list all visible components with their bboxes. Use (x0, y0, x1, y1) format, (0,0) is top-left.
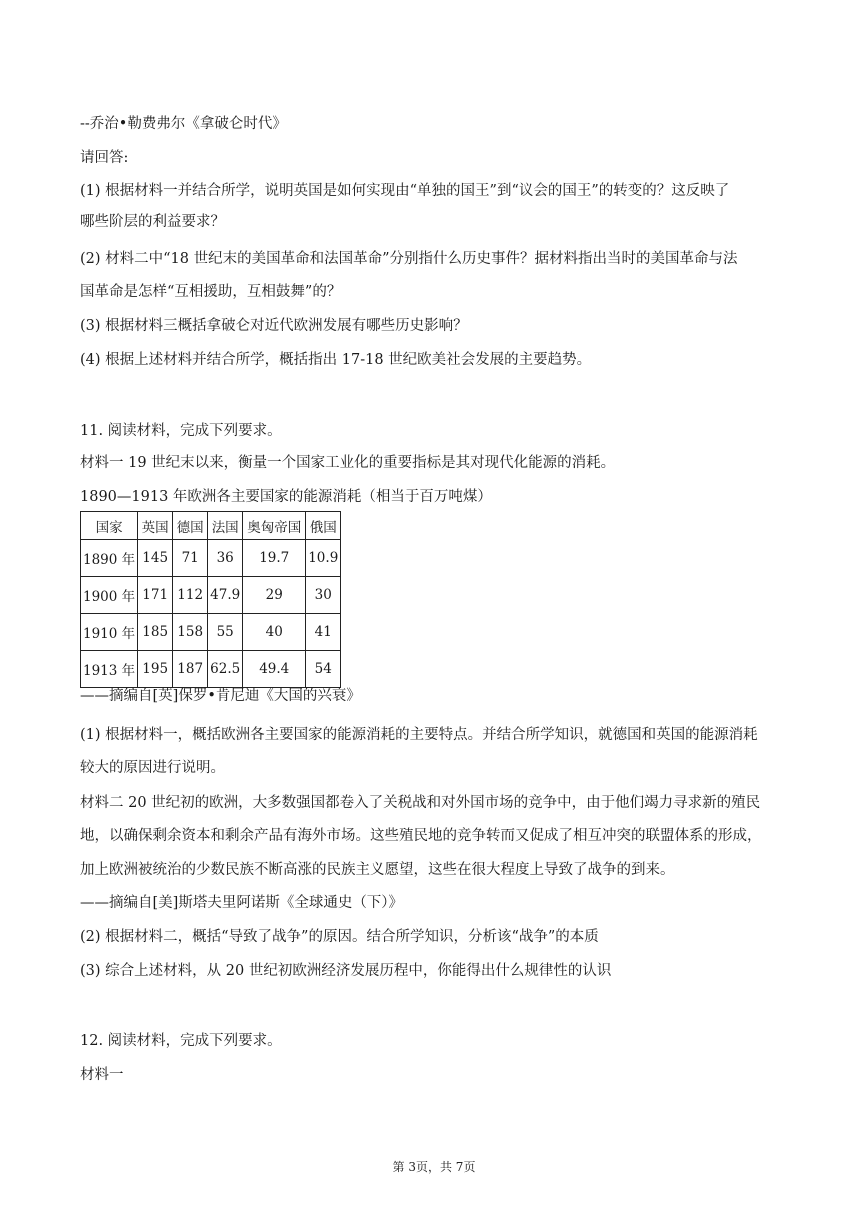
q11-title: 11. 阅读材料，完成下列要求。 (80, 423, 282, 439)
table-header-cell: 奥匈帝国 (243, 512, 306, 540)
table-cell: 62.5 (208, 651, 243, 688)
table-cell: 171 (138, 577, 173, 614)
table-cell: 30 (306, 577, 341, 614)
table-header-cell: 国家 (81, 512, 138, 540)
table-cell: 19.7 (243, 540, 306, 577)
q10-part3: (3) 根据材料三概括拿破仑对近代欧洲发展有哪些历史影响？ (80, 318, 468, 334)
table-cell: 41 (306, 614, 341, 651)
table-header-cell: 法国 (208, 512, 243, 540)
table-cell: 195 (138, 651, 173, 688)
table-cell: 10.9 (306, 540, 341, 577)
q12-material1: 材料一 (80, 1067, 124, 1083)
q11-part2: (2) 根据材料二，概括“导致了战争”的原因。结合所学知识，分析该“战争”的本质 (80, 929, 599, 945)
q11-table-caption: 1890—1913 年欧洲各主要国家的能源消耗（相当于百万吨煤） (80, 489, 492, 505)
source-napoleon: --乔治•勒费弗尔《拿破仑时代》 (80, 116, 287, 132)
table-header-cell: 德国 (173, 512, 208, 540)
table-cell: 49.4 (243, 651, 306, 688)
table-row (81, 540, 341, 577)
q10-part1-line2: 哪些阶层的利益要求？ (80, 214, 225, 230)
q10-part2-line2: 国革命是怎样“互相援助，互相鼓舞”的？ (80, 284, 342, 300)
table-cell: 54 (306, 651, 341, 688)
table-row (81, 651, 341, 688)
q10-part2-line1: (2) 材料二中“18 世纪末的美国革命和法国革命”分别指什么历史事件？据材料指出当时的美国革命与法 (80, 251, 738, 267)
q11-material2-line3: 加上欧洲被统治的少数民族不断高涨的民族主义愿望，这些在很大程度上导致了战争的到来。 (80, 862, 675, 878)
q10-part4: (4) 根据上述材料并结合所学，概括指出 17-18 世纪欧美社会发展的主要趋势。 (80, 352, 592, 368)
table-cell: 71 (173, 540, 208, 577)
table-header-cell: 英国 (138, 512, 173, 540)
please-answer: 请回答: (80, 150, 129, 166)
table-cell: 145 (138, 540, 173, 577)
table-cell: 1913 年 (81, 651, 138, 688)
q11-source1: ——摘编自[英]保罗•肯尼迪《大国的兴衰》 (80, 688, 361, 704)
table-cell: 36 (208, 540, 243, 577)
table-header-cell: 俄国 (306, 512, 341, 540)
q11-material2-line1: 材料二 20 世纪初的欧洲，大多数强国都卷入了关税战和对外国市场的竞争中，由于他们竭力寻求新的殖民 (80, 795, 761, 811)
table-cell: 1890 年 (81, 540, 138, 577)
energy-consumption-table (80, 511, 341, 688)
q11-material2-line2: 地，以确保剩余资本和剩余产品有海外市场。这些殖民地的竞争转而又促成了相互冲突的联盟体系的形成， (80, 828, 762, 844)
table-header-row (81, 512, 341, 540)
table-cell: 187 (173, 651, 208, 688)
q12-title: 12. 阅读材料，完成下列要求。 (80, 1033, 282, 1049)
q11-part1-line1: (1) 根据材料一，概括欧洲各主要国家的能源消耗的主要特点。并结合所学知识，就德国和英国的能源消耗 (80, 727, 758, 743)
page-footer: 第 3页，共 7页 (392, 1160, 476, 1174)
q11-part1-line2: 较大的原因进行说明。 (80, 760, 225, 776)
table-cell: 185 (138, 614, 173, 651)
table-cell: 1900 年 (81, 577, 138, 614)
table-cell: 1910 年 (81, 614, 138, 651)
q10-part1-line1: (1) 根据材料一并结合所学，说明英国是如何实现由“单独的国王”到“议会的国王”的转变的？这反映了 (80, 183, 730, 199)
table-cell: 158 (173, 614, 208, 651)
table-cell: 29 (243, 577, 306, 614)
q11-material1: 材料一 19 世纪末以来，衡量一个国家工业化的重要指标是其对现代化能源的消耗。 (80, 455, 616, 471)
q11-source2: ——摘编自[美]斯塔夫里阿诺斯《全球通史（下）》 (80, 895, 404, 911)
table-cell: 40 (243, 614, 306, 651)
table-cell: 55 (208, 614, 243, 651)
table-cell: 47.9 (208, 577, 243, 614)
table-row (81, 577, 341, 614)
table-cell: 112 (173, 577, 208, 614)
table-row (81, 614, 341, 651)
q11-part3: (3) 综合上述材料，从 20 世纪初欧洲经济发展历程中，你能得出什么规律性的认识 (80, 963, 612, 979)
